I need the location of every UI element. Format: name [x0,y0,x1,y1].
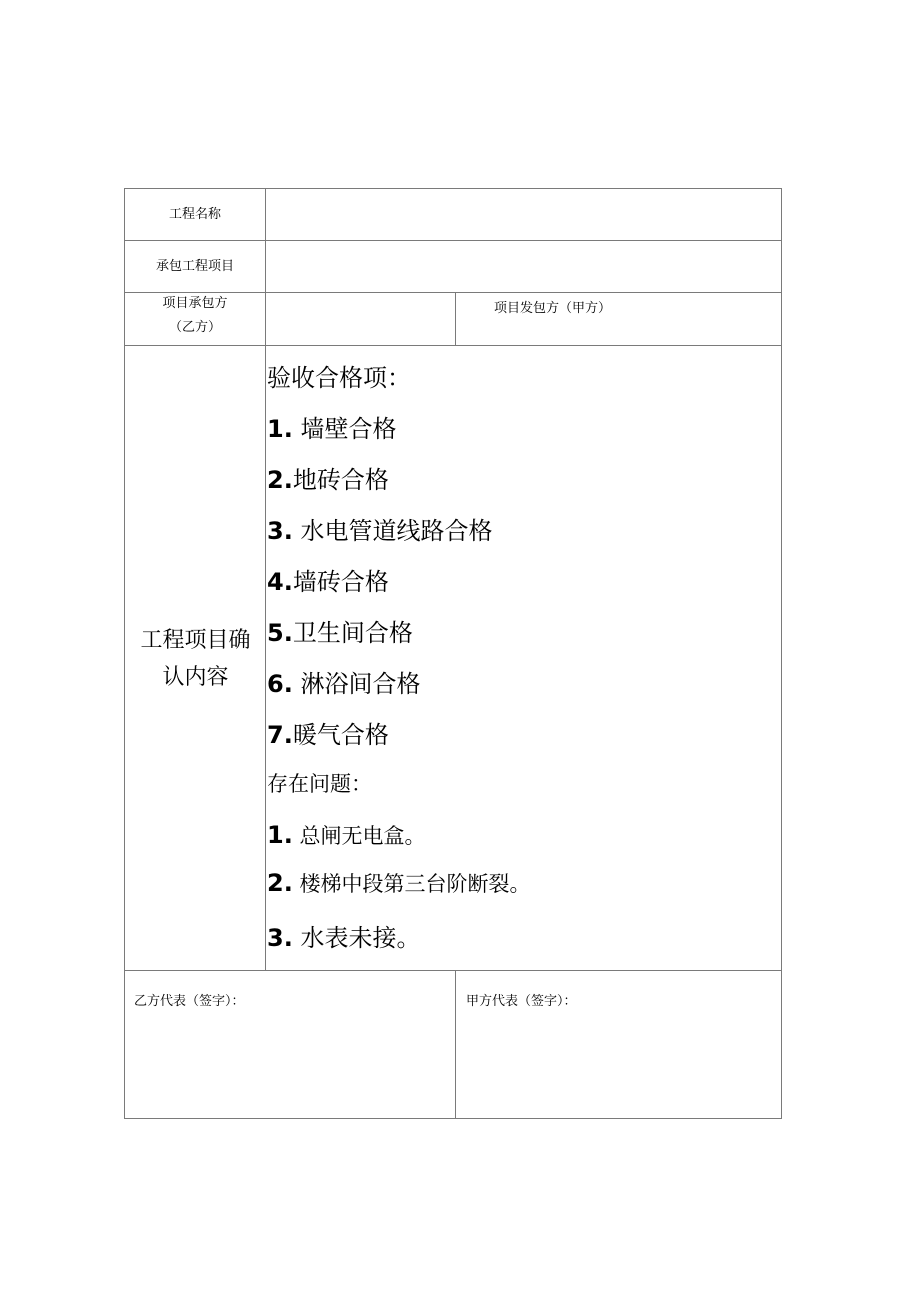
item-number: 2. [267,869,293,897]
passed-item [267,562,389,597]
contract-item-label-text: 承包工程项目 [155,258,234,274]
project-name-value[interactable] [266,189,781,240]
client-label: 项目发包方（甲方） [494,301,612,316]
item-text: 墙壁合格 [292,415,397,443]
item-number: 1. [267,821,293,849]
contractor-label-line2: （乙方） [168,320,221,335]
contractor-value[interactable] [266,293,455,345]
party-b-signature-area[interactable] [125,971,455,1118]
confirm-label-line2: 认内容 [162,664,229,690]
item-text: 暖气合格 [292,721,389,749]
passed-item [267,409,396,444]
acceptance-form [124,188,782,1119]
issue-item [267,918,420,953]
item-text: 地砖合格 [292,466,389,494]
item-text: 水表未接。 [292,924,421,952]
issue-item [267,868,531,898]
issues-heading: 存在问题： [267,772,372,796]
confirm-label-line1: 工程项目确 [140,627,251,653]
item-number: 3. [267,517,293,545]
item-text: 总闸无电盒。 [292,824,426,848]
column-divider [455,292,456,345]
passed-item [267,460,389,495]
contract-item-value[interactable] [266,241,781,292]
passed-item [267,664,420,699]
contractor-label [125,290,265,342]
project-name-label-text: 工程名称 [168,206,221,222]
confirm-content [267,346,781,971]
item-text: 水电管道线路合格 [292,517,493,545]
item-number: 3. [267,924,293,952]
contract-item-label [125,241,265,292]
passed-item [267,613,413,648]
party-a-signature-area[interactable] [456,971,781,1118]
item-number: 2. [267,466,293,494]
item-number: 4. [267,568,293,596]
item-number: 1. [267,415,293,443]
contractor-label-line1: 项目承包方 [162,296,228,311]
party-a-signature-label: 甲方代表（签字）： [466,994,577,1009]
project-name-label [125,189,265,240]
item-text: 淋浴间合格 [292,670,421,698]
passed-heading: 验收合格项： [267,364,411,392]
confirm-content-label [125,346,266,971]
item-text: 楼梯中段第三台阶断裂。 [292,872,531,896]
item-number: 5. [267,619,293,647]
item-text: 卫生间合格 [292,619,413,647]
item-number: 7. [267,721,293,749]
item-number: 6. [267,670,293,698]
issue-item [267,820,426,850]
passed-item [267,511,492,546]
party-b-signature-label: 乙方代表（签字）： [134,994,245,1009]
item-text: 墙砖合格 [292,568,389,596]
passed-item [267,715,389,750]
